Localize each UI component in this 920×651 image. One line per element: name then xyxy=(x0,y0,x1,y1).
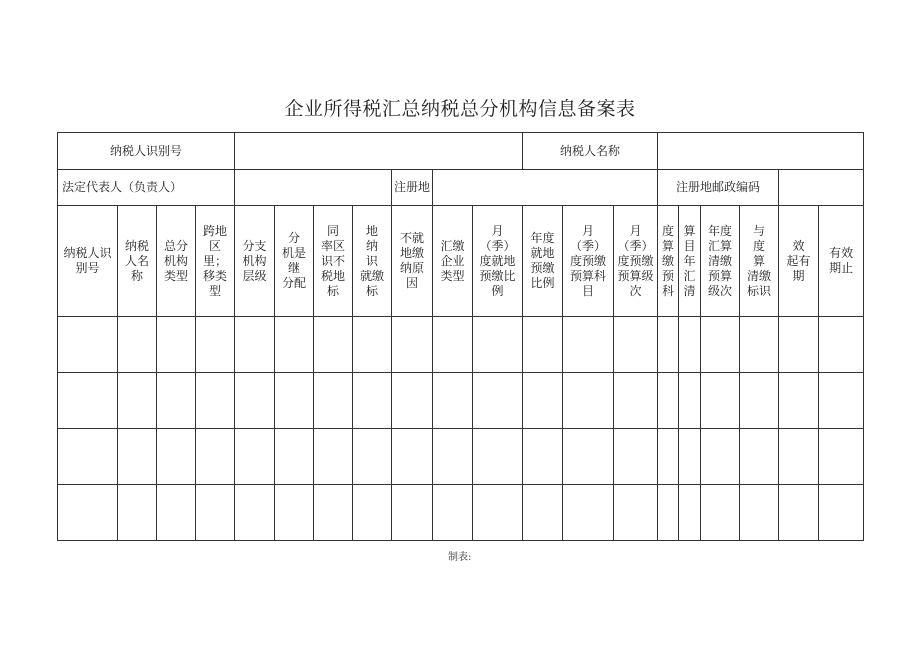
table-cell[interactable] xyxy=(235,429,275,485)
table-cell[interactable] xyxy=(118,317,157,373)
taxpayer-row xyxy=(58,133,864,170)
taxpayer-id-label: 纳税人识别号 xyxy=(58,133,235,170)
table-cell[interactable] xyxy=(658,485,679,541)
column-header xyxy=(740,206,779,317)
column-header xyxy=(679,206,701,317)
column-header xyxy=(235,206,275,317)
table-cell[interactable] xyxy=(118,429,157,485)
table-cell[interactable] xyxy=(819,317,864,373)
legal-rep-label: 法定代表人（负责人） xyxy=(58,170,235,206)
table-cell[interactable] xyxy=(679,485,701,541)
reg-address-field[interactable] xyxy=(433,170,658,206)
column-header-text: 月 （季） 度预缴 预算科 目 xyxy=(570,223,607,298)
column-header-text: 度 算 缴 预科 xyxy=(662,223,675,298)
table-cell[interactable] xyxy=(473,429,523,485)
table-cell[interactable] xyxy=(58,373,118,429)
form-title: 企业所得税汇总纳税总分机构信息备案表 xyxy=(284,98,636,120)
table-cell[interactable] xyxy=(658,317,679,373)
table-cell[interactable] xyxy=(819,485,864,541)
table-cell[interactable] xyxy=(353,373,392,429)
table-cell[interactable] xyxy=(314,373,353,429)
table-cell[interactable] xyxy=(819,429,864,485)
table-cell[interactable] xyxy=(392,485,433,541)
column-header xyxy=(473,206,523,317)
table-cell[interactable] xyxy=(275,485,314,541)
legal-rep-field[interactable] xyxy=(235,170,392,206)
table-row xyxy=(58,373,864,429)
table-cell[interactable] xyxy=(235,373,275,429)
column-header-text: 不就 地缴 纳原 因 xyxy=(400,231,425,290)
table-cell[interactable] xyxy=(196,429,235,485)
table-cell[interactable] xyxy=(523,317,563,373)
column-header-text: 与 度 算 清缴 标识 xyxy=(747,223,772,298)
column-header-text: 月 （季） 度就地 预缴比 例 xyxy=(479,223,516,298)
table-cell[interactable] xyxy=(473,317,523,373)
column-header xyxy=(392,206,433,317)
taxpayer-name-label: 纳税人名称 xyxy=(523,133,658,170)
table-cell[interactable] xyxy=(157,429,196,485)
table-cell[interactable] xyxy=(563,485,614,541)
data-rows xyxy=(58,317,864,541)
table-cell[interactable] xyxy=(701,429,740,485)
table-cell[interactable] xyxy=(740,373,779,429)
column-header-text: 分 机是 继 分配 xyxy=(282,231,307,290)
table-cell[interactable] xyxy=(473,373,523,429)
table-cell[interactable] xyxy=(118,373,157,429)
table-cell[interactable] xyxy=(779,485,819,541)
column-header xyxy=(353,206,392,317)
column-header-text: 跨地 区 里； 移类 型 xyxy=(203,223,228,298)
table-cell[interactable] xyxy=(523,373,563,429)
table-cell[interactable] xyxy=(701,373,740,429)
table-row xyxy=(58,317,864,373)
taxpayer-name-field[interactable] xyxy=(658,133,864,170)
table-cell[interactable] xyxy=(433,317,473,373)
table-cell[interactable] xyxy=(614,317,658,373)
table-cell[interactable] xyxy=(58,317,118,373)
column-header xyxy=(563,206,614,317)
column-header-text: 总分 机构 类型 xyxy=(163,238,188,283)
table-cell[interactable] xyxy=(157,317,196,373)
table-cell[interactable] xyxy=(235,317,275,373)
column-header xyxy=(196,206,235,317)
column-header xyxy=(314,206,353,317)
table-row xyxy=(58,485,864,541)
table-cell[interactable] xyxy=(157,485,196,541)
reg-address-label: 注册地 xyxy=(392,170,433,206)
table-cell[interactable] xyxy=(740,485,779,541)
table-cell[interactable] xyxy=(392,429,433,485)
table-cell[interactable] xyxy=(779,373,819,429)
table-cell[interactable] xyxy=(701,485,740,541)
table-cell[interactable] xyxy=(779,429,819,485)
preparer-label: 制表: xyxy=(448,552,472,563)
table-cell[interactable] xyxy=(740,429,779,485)
column-header-text: 年度 汇算 清缴 预算 级次 xyxy=(708,223,733,298)
table-cell[interactable] xyxy=(658,373,679,429)
table-cell[interactable] xyxy=(523,429,563,485)
taxpayer-id-field[interactable] xyxy=(235,133,523,170)
table-row xyxy=(58,429,864,485)
table-cell[interactable] xyxy=(157,373,196,429)
table-cell[interactable] xyxy=(275,317,314,373)
table-cell[interactable] xyxy=(679,429,701,485)
table-cell[interactable] xyxy=(353,485,392,541)
column-header xyxy=(819,206,864,317)
column-header xyxy=(157,206,196,317)
table-cell[interactable] xyxy=(118,485,157,541)
table-cell[interactable] xyxy=(275,373,314,429)
column-header xyxy=(118,206,157,317)
column-header xyxy=(523,206,563,317)
column-header-text: 同 率区 识不 税地 标 xyxy=(321,223,346,298)
table-cell[interactable] xyxy=(779,317,819,373)
column-header-text: 纳税人识 别号 xyxy=(63,246,112,275)
table-cell[interactable] xyxy=(353,429,392,485)
table-cell[interactable] xyxy=(235,485,275,541)
table-cell[interactable] xyxy=(614,485,658,541)
postal-code-label: 注册地邮政编码 xyxy=(658,170,779,206)
column-header xyxy=(658,206,679,317)
table-cell[interactable] xyxy=(353,317,392,373)
table-cell[interactable] xyxy=(658,429,679,485)
column-header xyxy=(614,206,658,317)
table-cell[interactable] xyxy=(679,317,701,373)
table-cell[interactable] xyxy=(563,317,614,373)
filing-table xyxy=(57,132,864,541)
table-cell[interactable] xyxy=(433,373,473,429)
column-header-text: 地 纳 识 就缴 标 xyxy=(360,223,385,298)
table-cell[interactable] xyxy=(679,373,701,429)
legal-rep-row xyxy=(58,170,864,206)
column-header-row xyxy=(58,206,864,317)
table-cell[interactable] xyxy=(196,485,235,541)
table-cell[interactable] xyxy=(740,317,779,373)
table-cell[interactable] xyxy=(392,317,433,373)
table-cell[interactable] xyxy=(314,429,353,485)
column-header xyxy=(58,206,118,317)
table-cell[interactable] xyxy=(392,373,433,429)
column-header-text: 算 目年 汇清 xyxy=(683,223,696,298)
table-cell[interactable] xyxy=(314,485,353,541)
table-cell[interactable] xyxy=(819,373,864,429)
column-header-text: 有效 期止 xyxy=(829,246,854,275)
column-header xyxy=(433,206,473,317)
table-cell[interactable] xyxy=(196,317,235,373)
table-cell[interactable] xyxy=(701,317,740,373)
table-cell[interactable] xyxy=(563,429,614,485)
column-header xyxy=(275,206,314,317)
column-header-text: 纳税 人名 称 xyxy=(124,238,149,283)
column-header-text: 分支 机构 层级 xyxy=(242,238,267,283)
postal-code-field[interactable] xyxy=(779,170,864,206)
table-cell[interactable] xyxy=(433,485,473,541)
column-header-text: 汇缴 企业 类型 xyxy=(440,238,465,283)
table-cell[interactable] xyxy=(433,429,473,485)
table-cell[interactable] xyxy=(563,373,614,429)
column-header xyxy=(701,206,740,317)
table-cell[interactable] xyxy=(614,373,658,429)
column-header-text: 月 （季） 度预缴 预算级 次 xyxy=(617,223,654,298)
table-cell[interactable] xyxy=(58,485,118,541)
table-cell[interactable] xyxy=(614,429,658,485)
table-cell[interactable] xyxy=(275,429,314,485)
table-cell[interactable] xyxy=(523,485,563,541)
table-cell[interactable] xyxy=(314,317,353,373)
column-header-text: 年度 就地 预缴 比例 xyxy=(530,231,555,290)
table-cell[interactable] xyxy=(196,373,235,429)
table-cell[interactable] xyxy=(58,429,118,485)
table-cell[interactable] xyxy=(473,485,523,541)
column-header xyxy=(779,206,819,317)
column-header-text: 效 起有 期 xyxy=(786,238,811,283)
